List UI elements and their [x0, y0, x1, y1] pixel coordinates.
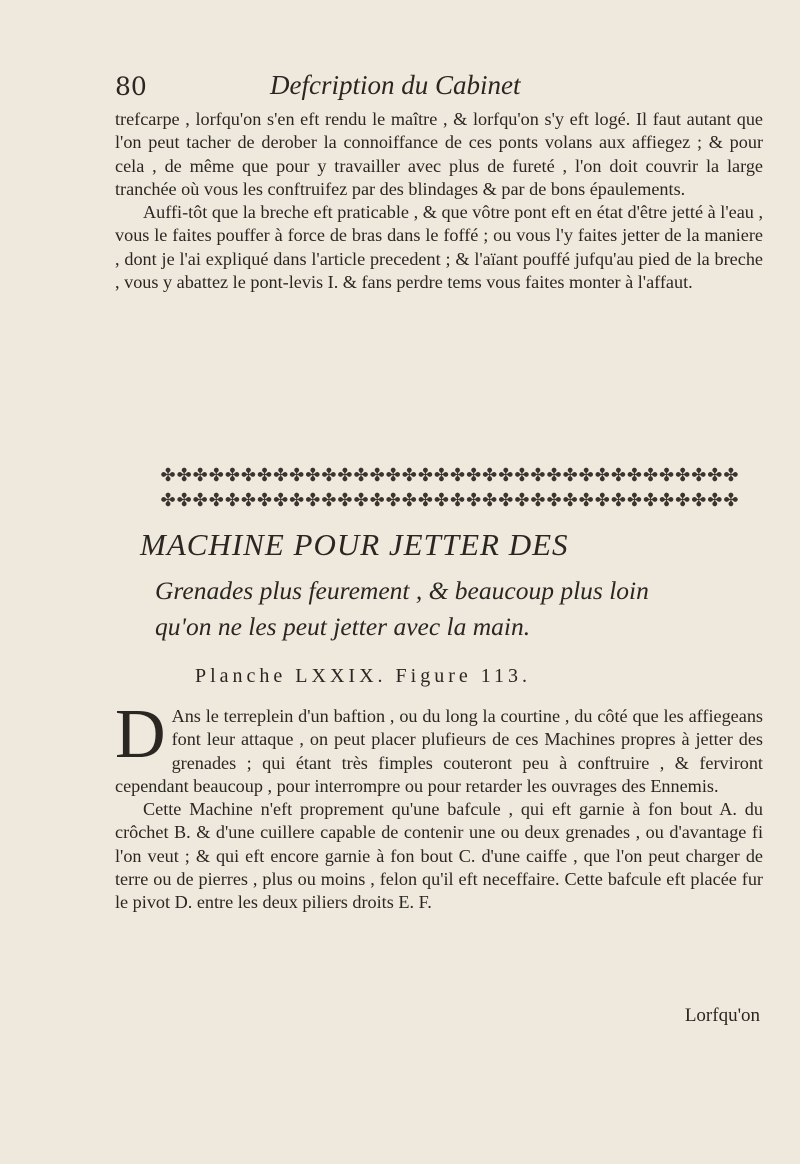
- paragraph: Cette Machine n'eft proprement qu'une bafcule , qui eft garnie à fon bout A. du crôchet B. & d'une cuillere capable de contenir une ou deux grenades , ou d'avantage fi l'on veut ; & qui eft encore garnie à fon bout C. d'une caiffe , que l'on peut charger de terre ou de pierres , plus ou moins , felon qu'il eft neceffaire. Cette bafcule eft placée fur le pivot D. entre les deux piliers droits E. F.: [115, 799, 763, 913]
- section-subtitle: Grenades plus feurement , & beaucoup plus loin: [155, 576, 649, 605]
- page-header: [115, 72, 755, 108]
- running-title: Defcription du Cabinet: [270, 70, 521, 100]
- ornament-border: ✤✤✤✤✤✤✤✤✤✤✤✤✤✤✤✤✤✤✤✤✤✤✤✤✤✤✤✤✤✤✤✤✤✤✤✤: [160, 465, 740, 486]
- section-subtitle: qu'on ne les peut jetter avec la main.: [155, 612, 531, 641]
- paragraph-text: Ans le terreplein d'un baftion , ou du long la courtine , du côté que les affiegeans font leur attaque , on peut placer plufieurs de ces Machines propres à jetter des grenades ; qui étant très fimples couteront peu à conftruire , & ferviront cependant beaucoup , pour interrompre ou pour retarder les ouvrages des Ennemis.: [115, 706, 763, 796]
- text-block-1: [115, 108, 763, 294]
- paragraph: Auffi-tôt que la breche eft praticable , & que vôtre pont eft en état d'être jetté à l'eau , vous le faites pouffer à force de bras dans le foffé ; ou vous l'y faites jetter de la maniere , dont je l'ai expliqué dans l'article precedent ; & l'aïant pouffé jufqu'au pied de la breche , vous y abattez le pont-levis I. & fans perdre tems vous faites monter à l'affaut.: [115, 202, 763, 293]
- paragraph: trefcarpe , lorfqu'on s'en eft rendu le maître , & lorfqu'on s'y eft logé. Il faut autant que l'on peut tacher de derober la connoiffance de ces ponts volans aux affiegez ; & pour cela , de même que pour y travailler avec plus de fureté , l'on doit couvrir la large tranchée où vous les conftruifez par des blindages & par de bons épaulements.: [115, 109, 763, 199]
- drop-cap: D: [115, 696, 166, 773]
- text-block-2: [115, 696, 763, 915]
- plate-figure-reference: Planche LXXIX. Figure 113.: [195, 665, 531, 687]
- ornament-border: ✤✤✤✤✤✤✤✤✤✤✤✤✤✤✤✤✤✤✤✤✤✤✤✤✤✤✤✤✤✤✤✤✤✤✤✤: [160, 490, 740, 511]
- section-title: MACHINE POUR JETTER DES: [140, 527, 569, 562]
- catchword: Lorfqu'on: [684, 1005, 760, 1026]
- page-number: 80: [115, 72, 147, 101]
- paragraph: [115, 696, 763, 798]
